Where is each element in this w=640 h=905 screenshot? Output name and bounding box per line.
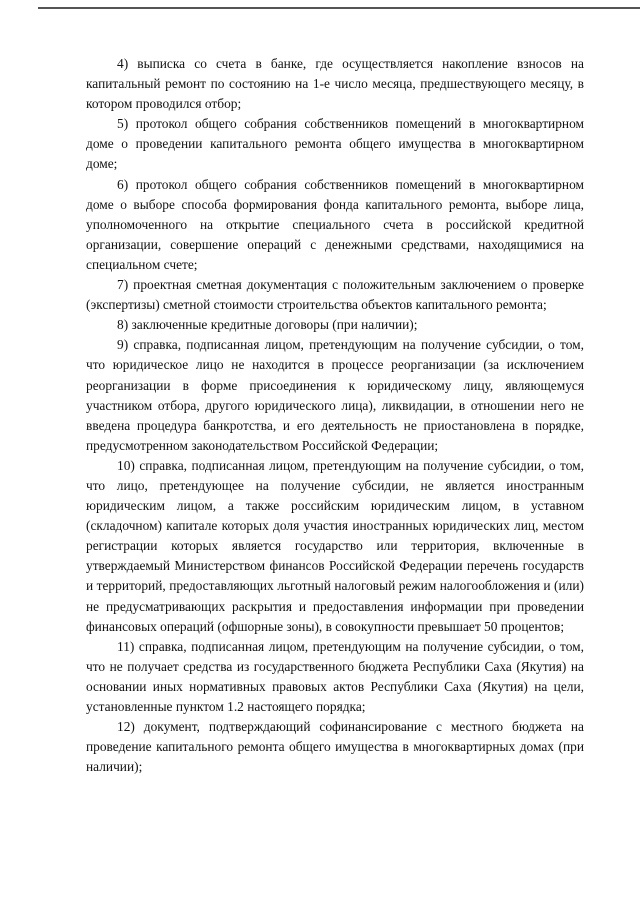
paragraph-item-5: 5) протокол общего собрания собственников помещений в многоквартирном доме о проведении капитального ремонта общего имущества в многоквартирном доме; — [86, 116, 584, 172]
document-body — [86, 54, 584, 777]
paragraph-item-11: 11) справка, подписанная лицом, претендующим на получение субсидии, о том, что не получает средства из государственного бюджета Республики Саха (Якутия) на основании иных нормативных правовых актов Республики Саха (Якутия) на цели, установленные пунктом 1.2 настоящего порядка; — [86, 638, 584, 714]
paragraph-item-4: 4) выписка со счета в банке, где осуществляется накопление взносов на капитальный ремонт по состоянию на 1-е число месяца, предшествующего месяцу, в котором проводился отбор; — [86, 56, 584, 112]
paragraph-item-7: 7) проектная сметная документация с положительным заключением о проверке (экспертизы) сметной стоимости строительства объектов капитального ремонта; — [86, 277, 584, 313]
paragraph-item-12: 12) документ, подтверждающий софинансирование с местного бюджета на проведение капитального ремонта общего имущества в многоквартирных домах (при наличии); — [86, 719, 584, 775]
paragraph-item-9: 9) справка, подписанная лицом, претендующим на получение субсидии, о том, что юридическое лицо не находится в процессе реорганизации (за исключением реорганизации в форме присоединения к юридическому лицу, являющемуся участником отбора, другого юридического лица), ликвидации, в отношении него не введена процедура банкротства, и его деятельность не приостановлена в порядке, предусмотренном законодательством Российской Федерации; — [86, 337, 584, 453]
paragraph-item-6: 6) протокол общего собрания собственников помещений в многоквартирном доме о выборе способа формирования фонда капитального ремонта, выборе лица, уполномоченного на открытие специального счета в российской кредитной организации, совершение операций с денежными средствами, находящимися на специальном счете; — [86, 176, 584, 272]
paragraph-item-8: 8) заключенные кредитные договоры (при наличии); — [117, 317, 418, 333]
scan-edge-line — [38, 7, 640, 9]
paragraph-item-10: 10) справка, подписанная лицом, претендующим на получение субсидии, о том, что лицо, претендующее на получение субсидии, не является иностранным юридическим лицом, а также российским юридическим лицом, в уставном (складочном) капитале которых доля участия иностранных юридических лиц, местом регистрации которых является государство или территория, включенные в утверждаемый Министерством финансов Российской Федерации перечень государств и территорий, предоставляющих льготный налоговый режим налогообложения и (или) не предусматривающих раскрытия и предоставления информации при проведении финансовых операций (офшорные зоны), в совокупности превышает 50 процентов; — [86, 457, 584, 634]
